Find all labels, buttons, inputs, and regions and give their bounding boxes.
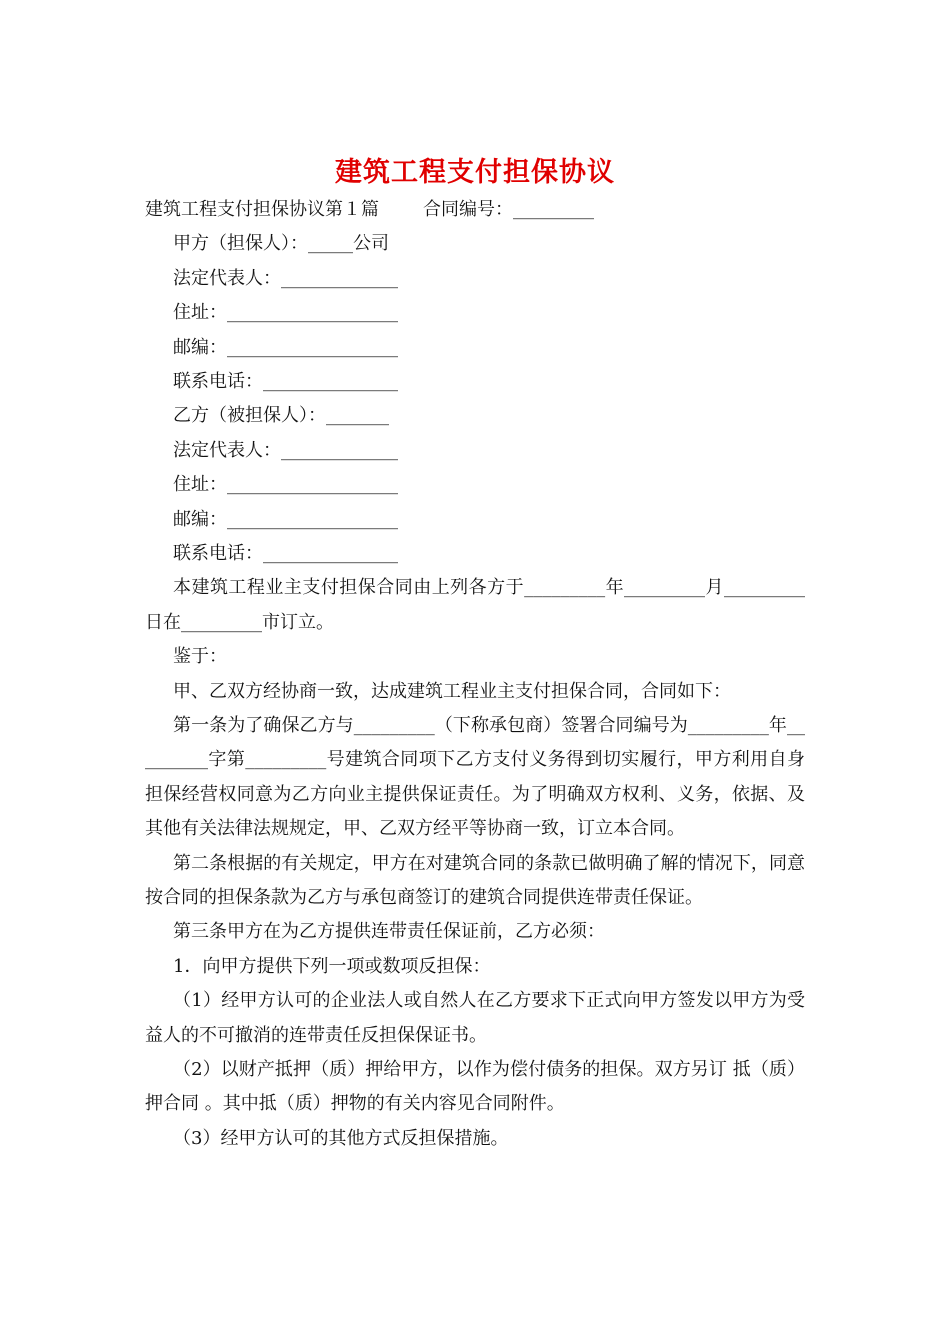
document-body: [145, 193, 805, 1156]
party-a-postcode: 邮编：___________________: [173, 336, 398, 358]
article-3: 第三条甲方在为乙方提供连带责任保证前，乙方必须：: [173, 921, 605, 943]
party-b-address: 住址：___________________: [173, 474, 398, 496]
article-2: 第二条根据的有关规定，甲方在对建筑合同的条款已做明确了解的情况下，同意按合同的担保条款为乙方与承包商签订的建筑合同提供连带责任保证。: [145, 852, 805, 908]
party-b-name: 乙方（被担保人）：_______: [173, 405, 389, 427]
article-1: 第一条为了确保乙方与_________（下称承包商）签署合同编号为_________年_________字第_________号建筑合同项下乙方支付义务得到切实履行，甲方利用自身担保经营权同意为乙方向业主提供保证责任。为了明确双方权利、义务，依据、及其他有关法律法规规定，甲、乙双方经平等协商一致，订立本合同。: [145, 714, 805, 840]
agreement-paragraph: 甲、乙双方经协商一致，达成建筑工程业主支付担保合同，合同如下：: [173, 680, 731, 702]
intro-paragraph: 本建筑工程业主支付担保合同由上列各方于_________年_________月_________日在_________市订立。: [145, 577, 805, 633]
whereas-paragraph: 鉴于：: [173, 646, 227, 668]
party-a-rep: 法定代表人：_____________: [173, 267, 398, 289]
contract-number: 合同编号：_________: [423, 199, 594, 220]
item-1-3: （3）经甲方认可的其他方式反担保措施。: [173, 1127, 509, 1149]
document-title: 建筑工程支付担保协议: [335, 157, 615, 188]
party-a-phone: 联系电话：_______________: [173, 370, 398, 392]
party-b-postcode: 邮编：___________________: [173, 508, 398, 530]
party-a-name: 甲方（担保人）：_____公司: [173, 233, 389, 255]
header-line: [145, 193, 805, 227]
party-b-rep: 法定代表人：_____________: [173, 439, 398, 461]
item-1-2: （2）以财产抵押（质）押给甲方，以作为偿付债务的担保。双方另订 抵（质）押合同 。其中抵（质）押物的有关内容见合同附件。: [145, 1058, 805, 1115]
item-1: 1．向甲方提供下列一项或数项反担保：: [173, 955, 491, 977]
party-b-phone: 联系电话：_______________: [173, 542, 398, 564]
part-label: 建筑工程支付担保协议第１篇: [145, 199, 379, 220]
party-a-address: 住址：___________________: [173, 302, 398, 324]
item-1-1: （1）经甲方认可的企业法人或自然人在乙方要求下正式向甲方签发以甲方为受益人的不可撤消的连带责任反担保保证书。: [145, 990, 805, 1046]
